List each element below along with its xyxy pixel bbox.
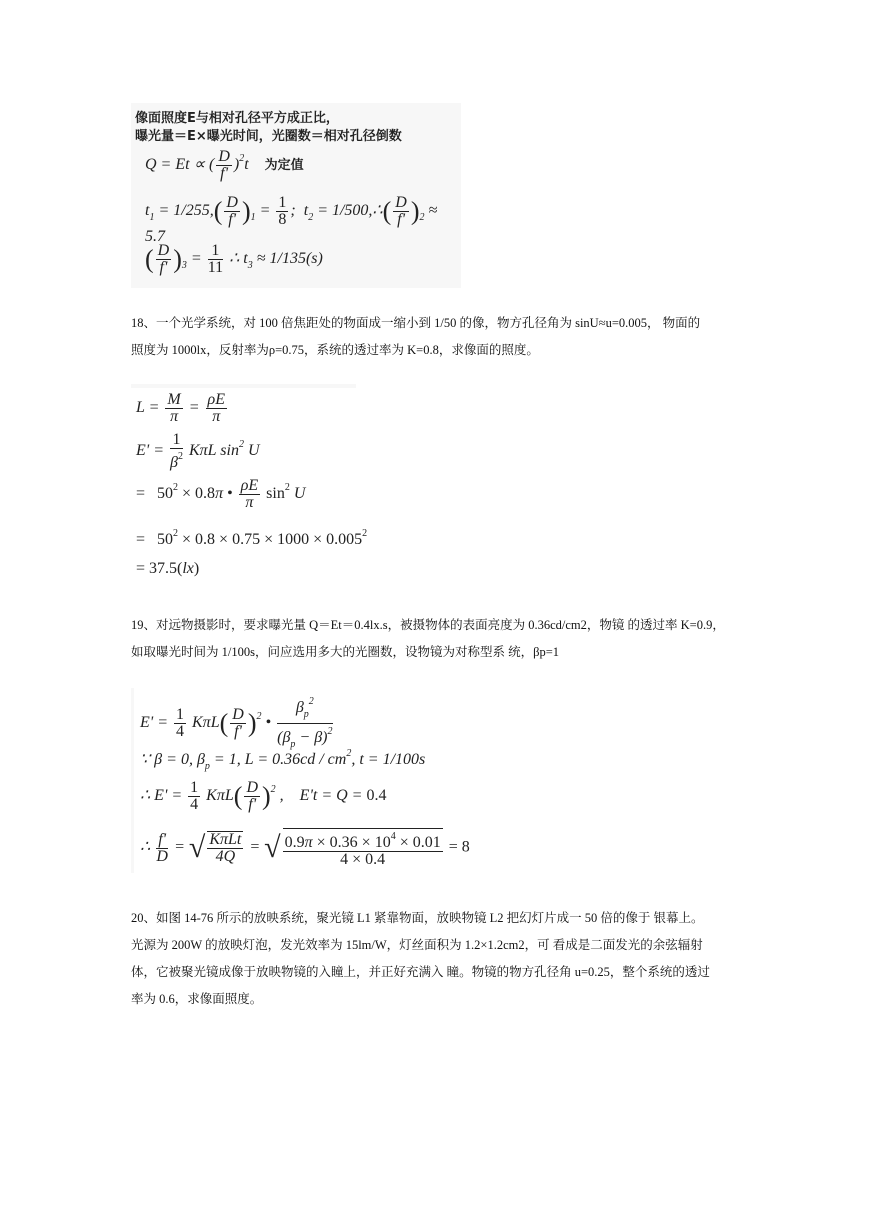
solution-header-line-2: 曝光量＝E×曝光时间，光圈数＝相对孔径倒数 bbox=[135, 129, 402, 144]
question-19-line-1: 19、对远物摄影时，要求曝光量 Q＝Et＝0.4lx.s，被摄物体的表面亮度为 0.36cd/cm2，物镜 的透过率 K=0.9， bbox=[131, 618, 725, 632]
solution-image-19 bbox=[131, 688, 134, 873]
question-18-line-2: 照度为 1000lx，反射率为ρ=0.75，系统的透过率为 K=0.8，求像面的照度。 bbox=[131, 343, 539, 357]
solution-18-line-1: L = $\frac{M}{\pi}$ = $\frac{\rho E}{\pi}$ bbox=[136, 391, 225, 425]
solution-image-17 bbox=[131, 103, 461, 288]
equation-t1-t2: $t_1 = 1/255$,( $\frac{D}{f'}$ )$_1$ = $\frac{1}{8}$ ; $t_2$ = 1/500,∴( $\frac{D}{f'}$ )$_2 \approx 5.7$ bbox=[145, 194, 438, 245]
solution-18-line-4: = $50^2 \times 0.8 \times 0.75 \times 1000 \times 0.005^2$ bbox=[136, 528, 368, 548]
solution-19-line-3: ∴ E' = $\frac{1}{4}$ KπL( $\frac{D}{f'}$ )$^2$ , E't = Q = 0.4 bbox=[140, 779, 387, 813]
question-20-line-4: 率为 0.6，求像面照度。 bbox=[131, 992, 263, 1006]
question-18-line-1: 18、一个光学系统，对 100 倍焦距处的物面成一缩小到 1/50 的像，物方孔径角为 sinU≈u=0.005， 物面的 bbox=[131, 316, 701, 330]
question-19 bbox=[131, 612, 743, 666]
equation-t3: ( $\frac{D}{f'}$ )$_3$ = $\frac{1}{11}$ ∴ $t_3 \approx 1/135(s)$ bbox=[145, 242, 323, 276]
question-20 bbox=[131, 905, 743, 1013]
solution-18-line-3: = $50^2 \times 0.8\pi$ • $\frac{\rho E}{\pi}$ $\sin^2 U$ bbox=[136, 477, 306, 511]
solution-19-line-4: ∴ $\frac{f'}{D}$ = √ $\frac{\text{KπLt}}{4Q}$ = √ $\frac{0.9\pi \times 0.36 \times 10^4 \times 0.01}{4 \times 0.4}$ = 8 bbox=[140, 828, 470, 868]
solution-header-line-1: 像面照度E与相对孔径平方成正比， bbox=[135, 111, 339, 126]
solution-19-line-1: E' = $\frac{1}{4}$ KπL( $\frac{D}{f'}$ )$^2$ • $\frac{\beta_p^2}{(\beta_p - \beta)^2}$ bbox=[140, 696, 333, 750]
question-20-line-2: 光源为 200W 的放映灯泡，发光效率为 15lm/W，灯丝面积为 1.2×1.2cm2，可 看成是二面发光的余弦辐射 bbox=[131, 938, 703, 952]
equation-exposure-proportional: Q = Et ∝ ( $\frac{D}{f'}$ )$^2$t 为定值 bbox=[145, 148, 304, 182]
solution-18-line-2: E' = $\frac{1}{\beta^2}$ KπL $\sin^2 U$ bbox=[136, 431, 260, 471]
equation-note: 为定值 bbox=[264, 158, 304, 174]
question-20-line-3: 体，它被聚光镜成像于放映物镜的入瞳上，并正好充满入 瞳。物镜的物方孔径角 u=0.25，整个系统的透过 bbox=[131, 965, 710, 979]
solution-18 bbox=[136, 388, 366, 583]
solution-19-line-2: ∵ β = 0, $\beta_p = 1$, $L = 0.36cd / cm^2$, t = 1/100s bbox=[140, 748, 426, 772]
question-19-line-2: 如取曝光时间为 1/100s，问应选用多大的光圈数，设物镜为对称型系 统，βp=1 bbox=[131, 645, 559, 659]
solution-18-line-5: = 37.5(lx) bbox=[136, 560, 200, 577]
solution-19 bbox=[140, 690, 470, 875]
question-18 bbox=[131, 310, 743, 364]
question-20-line-1: 20、如图 14-76 所示的放映系统，聚光镜 L1 紧靠物面，放映物镜 L2 把幻灯片成一 50 倍的像于 银幕上。 bbox=[131, 911, 704, 925]
